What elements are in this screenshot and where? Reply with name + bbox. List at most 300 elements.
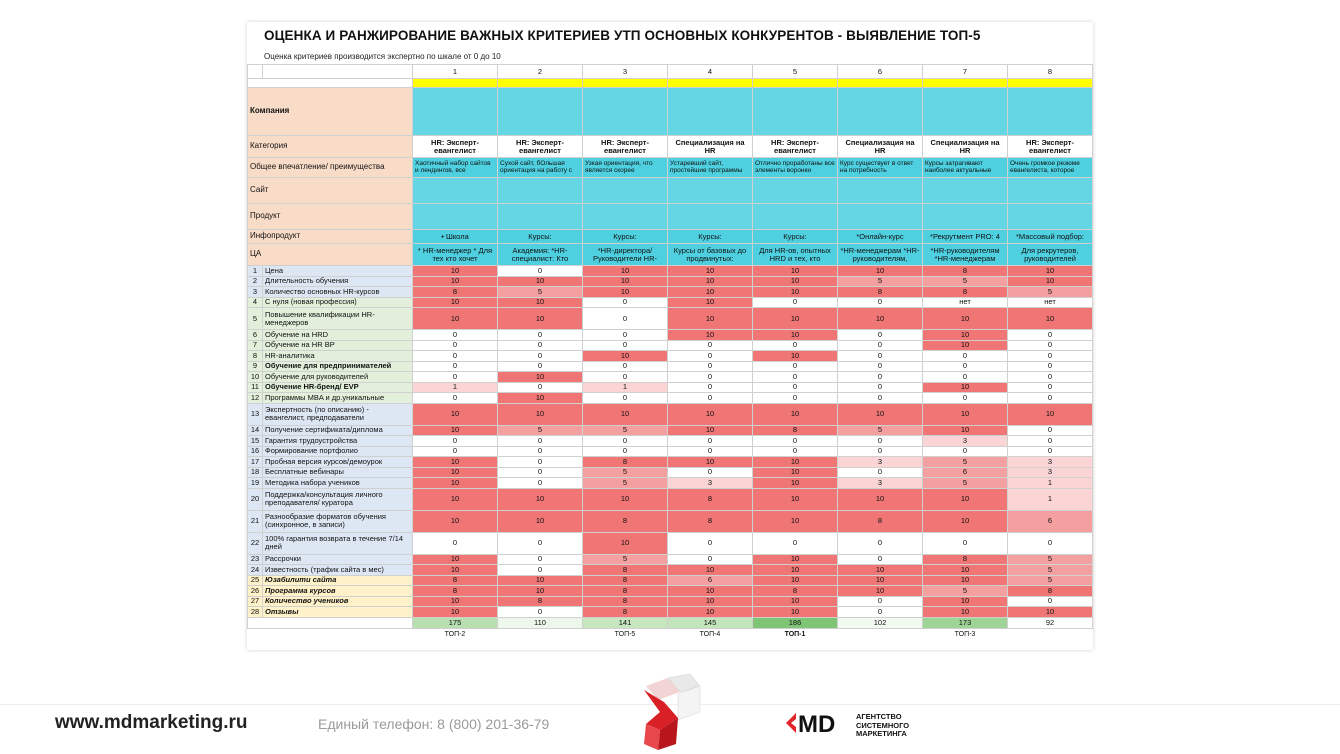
- score-cell: 10: [583, 287, 668, 298]
- criterion-number: 4: [248, 297, 263, 308]
- criterion-name: Обучение для руководителей: [263, 372, 413, 383]
- score-cell: 0: [583, 297, 668, 308]
- score-cell: 0: [838, 393, 923, 404]
- score-cell: 0: [413, 372, 498, 383]
- column-number: 3: [583, 65, 668, 79]
- spreadsheet-slide: [247, 22, 1093, 650]
- yellow-strip-row: [248, 79, 1093, 88]
- impression-cell: Курсы затрагивают наиболее актуальные: [923, 158, 1008, 178]
- criterion-row: [248, 532, 1093, 554]
- score-cell: 3: [838, 457, 923, 468]
- score-cell: 8: [1008, 586, 1093, 597]
- score-cell: 0: [583, 361, 668, 372]
- score-cell: 8: [923, 554, 1008, 565]
- score-cell: 10: [753, 276, 838, 287]
- criterion-row: [248, 425, 1093, 436]
- criterion-number: 5: [248, 308, 263, 330]
- rank-cell: ТОП-5: [583, 628, 668, 640]
- score-cell: 10: [923, 565, 1008, 576]
- page-title: ОЦЕНКА И РАНЖИРОВАНИЕ ВАЖНЫХ КРИТЕРИЕВ УТП ОСНОВНЫХ КОНКУРЕНТОВ - ВЫЯВЛЕНИЕ ТОП-5: [264, 28, 981, 43]
- criterion-number: 8: [248, 351, 263, 362]
- yellow-cell: [668, 79, 753, 88]
- company-logo-blurred: [668, 88, 753, 136]
- criterion-number: 3: [248, 287, 263, 298]
- site-blurred: [413, 178, 498, 204]
- brand-logo-text: MD: [798, 711, 836, 737]
- score-cell: 10: [923, 330, 1008, 341]
- corner-cell: [263, 65, 413, 79]
- score-cell: 10: [413, 297, 498, 308]
- score-cell: 0: [838, 382, 923, 393]
- criterion-name: Цена: [263, 266, 413, 277]
- criterion-name: Разнообразие форматов обучения (синхронное, в записи): [263, 510, 413, 532]
- score-cell: 10: [583, 266, 668, 277]
- score-cell: 10: [583, 276, 668, 287]
- score-cell: 0: [498, 351, 583, 362]
- criterion-number: 13: [248, 403, 263, 425]
- product-blurred: [923, 204, 1008, 230]
- criterion-row: [248, 510, 1093, 532]
- rank-cell: ТОП-4: [668, 628, 753, 640]
- score-cell: 10: [668, 403, 753, 425]
- 3d-chevron-logo-icon: [638, 672, 704, 752]
- infoproduct-cell: Курсы:: [668, 230, 753, 244]
- score-cell: 10: [838, 575, 923, 586]
- criterion-number: 10: [248, 372, 263, 383]
- score-cell: 0: [668, 372, 753, 383]
- score-cell: 10: [923, 488, 1008, 510]
- score-cell: 0: [498, 478, 583, 489]
- score-cell: 0: [498, 340, 583, 351]
- score-cell: 0: [1008, 361, 1093, 372]
- score-cell: 10: [838, 308, 923, 330]
- score-cell: 10: [668, 297, 753, 308]
- criterion-row: [248, 382, 1093, 393]
- criterion-number: 15: [248, 436, 263, 447]
- category-row: [248, 136, 1093, 158]
- score-cell: 0: [753, 382, 838, 393]
- score-cell: 5: [1008, 565, 1093, 576]
- score-cell: 10: [413, 276, 498, 287]
- criterion-row: [248, 586, 1093, 597]
- criterion-row: [248, 467, 1093, 478]
- yellow-cell: [1008, 79, 1093, 88]
- score-cell: 10: [413, 565, 498, 576]
- criterion-name: Количество основных HR-курсов: [263, 287, 413, 298]
- criterion-row: [248, 436, 1093, 447]
- page-subtitle: Оценка критериев производится экспертно по шкале от 0 до 10: [264, 52, 501, 61]
- score-cell: 5: [838, 276, 923, 287]
- score-cell: 10: [668, 287, 753, 298]
- score-cell: 10: [498, 586, 583, 597]
- score-cell: 10: [923, 308, 1008, 330]
- score-cell: 10: [1008, 276, 1093, 287]
- yellow-cell: [838, 79, 923, 88]
- score-cell: 10: [413, 596, 498, 607]
- criterion-row: [248, 297, 1093, 308]
- score-cell: 6: [668, 575, 753, 586]
- rank-cell: ТОП-2: [413, 628, 498, 640]
- criterion-number: 12: [248, 393, 263, 404]
- infoproduct-label: Инфопродукт: [248, 230, 413, 244]
- company-logo-blurred: [753, 88, 838, 136]
- score-cell: 0: [838, 554, 923, 565]
- score-cell: 10: [1008, 266, 1093, 277]
- score-cell: 10: [413, 554, 498, 565]
- total-cell: 92: [1008, 617, 1093, 628]
- impression-cell: Курс существует в ответ на потребность: [838, 158, 923, 178]
- criterion-name: Юзабилити сайта: [263, 575, 413, 586]
- score-cell: 1: [413, 382, 498, 393]
- criterion-row: [248, 403, 1093, 425]
- yellow-cell: [498, 79, 583, 88]
- score-cell: 0: [838, 340, 923, 351]
- total-cell: 186: [753, 617, 838, 628]
- score-cell: 0: [1008, 393, 1093, 404]
- criterion-number: 27: [248, 596, 263, 607]
- infoproduct-cell: *Онлайн-курс: [838, 230, 923, 244]
- score-cell: 0: [1008, 340, 1093, 351]
- score-cell: 10: [923, 340, 1008, 351]
- infoproduct-cell: Курсы:: [753, 230, 838, 244]
- score-cell: 3: [668, 478, 753, 489]
- score-cell: 0: [498, 467, 583, 478]
- score-cell: 1: [1008, 478, 1093, 489]
- rank-row: [248, 628, 1093, 640]
- score-cell: 10: [498, 308, 583, 330]
- criterion-name: Количество учеников: [263, 596, 413, 607]
- score-cell: 10: [583, 488, 668, 510]
- impression-cell: Устаревший сайт, простейшие программы: [668, 158, 753, 178]
- impression-row: [248, 158, 1093, 178]
- score-cell: 8: [583, 457, 668, 468]
- score-cell: 10: [753, 308, 838, 330]
- category-cell: HR: Эксперт-евангелист: [1008, 136, 1093, 158]
- criterion-number: 19: [248, 478, 263, 489]
- score-cell: 0: [498, 554, 583, 565]
- score-cell: 8: [498, 596, 583, 607]
- criterion-name: Известность (трафик сайта в мес): [263, 565, 413, 576]
- score-cell: 10: [1008, 607, 1093, 618]
- criterion-number: 24: [248, 565, 263, 576]
- score-cell: 5: [498, 425, 583, 436]
- score-cell: 10: [668, 596, 753, 607]
- company-logo-blurred: [583, 88, 668, 136]
- audience-cell: Для рекрутеров, руководителей: [1008, 244, 1093, 266]
- score-cell: 10: [1008, 308, 1093, 330]
- score-cell: 0: [498, 446, 583, 457]
- score-cell: 0: [498, 565, 583, 576]
- yellow-cell: [923, 79, 1008, 88]
- criterion-row: [248, 596, 1093, 607]
- score-cell: 0: [923, 351, 1008, 362]
- score-cell: 0: [413, 436, 498, 447]
- score-cell: 10: [413, 403, 498, 425]
- score-cell: 10: [753, 478, 838, 489]
- score-cell: 10: [753, 457, 838, 468]
- site-blurred: [583, 178, 668, 204]
- criterion-name: Длительность обучения: [263, 276, 413, 287]
- criterion-name: Рассрочки: [263, 554, 413, 565]
- score-cell: 0: [838, 330, 923, 341]
- score-cell: 0: [413, 532, 498, 554]
- score-cell: 0: [1008, 596, 1093, 607]
- score-cell: 0: [668, 382, 753, 393]
- criterion-row: [248, 308, 1093, 330]
- score-cell: 10: [753, 403, 838, 425]
- criterion-row: [248, 457, 1093, 468]
- score-cell: 0: [413, 340, 498, 351]
- impression-cell: Узкая ориентация, что является скорее: [583, 158, 668, 178]
- score-cell: 0: [838, 467, 923, 478]
- audience-cell: Курсы от базовых до продвинутых:: [668, 244, 753, 266]
- score-cell: 10: [413, 467, 498, 478]
- company-logo-blurred: [413, 88, 498, 136]
- score-cell: 0: [668, 361, 753, 372]
- site-blurred: [923, 178, 1008, 204]
- score-cell: 0: [838, 351, 923, 362]
- score-cell: 8: [583, 607, 668, 618]
- criterion-row: [248, 446, 1093, 457]
- score-cell: 10: [753, 488, 838, 510]
- score-cell: 0: [838, 436, 923, 447]
- score-cell: 8: [413, 575, 498, 586]
- score-cell: 10: [413, 488, 498, 510]
- audience-cell: *HR-руководителям *HR-менеджерам: [923, 244, 1008, 266]
- score-cell: 0: [583, 446, 668, 457]
- criterion-number: 17: [248, 457, 263, 468]
- score-cell: 10: [753, 575, 838, 586]
- criterion-name: Отзывы: [263, 607, 413, 618]
- corner-cell: [248, 65, 263, 79]
- criterion-name: Обучение на HRD: [263, 330, 413, 341]
- criterion-number: 6: [248, 330, 263, 341]
- score-cell: 10: [668, 276, 753, 287]
- site-blurred: [1008, 178, 1093, 204]
- criterion-name: Программы MBA и др.уникальные: [263, 393, 413, 404]
- score-cell: 0: [753, 532, 838, 554]
- criterion-row: [248, 276, 1093, 287]
- score-cell: 5: [923, 586, 1008, 597]
- score-cell: 0: [1008, 425, 1093, 436]
- product-blurred: [838, 204, 923, 230]
- score-cell: 0: [583, 436, 668, 447]
- score-cell: 0: [838, 607, 923, 618]
- score-cell: 10: [498, 575, 583, 586]
- impression-label: Общее впечатление/ преимущества: [248, 158, 413, 178]
- company-logo-blurred: [498, 88, 583, 136]
- category-cell: HR: Эксперт-евангелист: [583, 136, 668, 158]
- score-cell: 0: [413, 361, 498, 372]
- empty-cell: [248, 617, 413, 628]
- criterion-number: 20: [248, 488, 263, 510]
- score-cell: 0: [923, 532, 1008, 554]
- score-cell: 0: [838, 297, 923, 308]
- score-cell: 0: [668, 436, 753, 447]
- score-cell: 0: [838, 532, 923, 554]
- score-cell: 0: [753, 393, 838, 404]
- score-cell: 0: [838, 372, 923, 383]
- criterion-name: Получение сертификата/диплома: [263, 425, 413, 436]
- score-cell: 10: [838, 488, 923, 510]
- score-cell: 0: [753, 446, 838, 457]
- criterion-row: [248, 488, 1093, 510]
- score-cell: 0: [753, 436, 838, 447]
- site-blurred: [668, 178, 753, 204]
- category-cell: HR: Эксперт-евангелист: [753, 136, 838, 158]
- score-cell: 8: [583, 575, 668, 586]
- score-cell: 10: [498, 393, 583, 404]
- score-cell: 0: [498, 266, 583, 277]
- column-number: 2: [498, 65, 583, 79]
- score-cell: 0: [1008, 436, 1093, 447]
- score-cell: 10: [753, 287, 838, 298]
- score-cell: 10: [753, 607, 838, 618]
- score-cell: 3: [1008, 467, 1093, 478]
- footer-phone: Единый телефон: 8 (800) 201-36-79: [318, 716, 550, 732]
- score-cell: 0: [668, 446, 753, 457]
- score-cell: 0: [923, 446, 1008, 457]
- score-cell: 1: [1008, 488, 1093, 510]
- criterion-number: 18: [248, 467, 263, 478]
- score-cell: 10: [413, 478, 498, 489]
- score-cell: 8: [583, 510, 668, 532]
- score-cell: 10: [923, 403, 1008, 425]
- score-cell: 10: [668, 266, 753, 277]
- score-cell: 0: [838, 446, 923, 457]
- score-cell: 0: [753, 340, 838, 351]
- score-cell: 0: [753, 297, 838, 308]
- score-cell: 5: [583, 478, 668, 489]
- score-cell: 10: [413, 607, 498, 618]
- score-cell: 0: [668, 532, 753, 554]
- company-label-text: Компания: [250, 106, 290, 116]
- score-cell: 8: [583, 596, 668, 607]
- score-cell: 0: [1008, 372, 1093, 383]
- criterion-row: [248, 340, 1093, 351]
- score-cell: 10: [838, 403, 923, 425]
- score-cell: 0: [668, 351, 753, 362]
- score-cell: 10: [923, 425, 1008, 436]
- audience-label: ЦА: [248, 244, 413, 266]
- criterion-number: 11: [248, 382, 263, 393]
- column-number: 7: [923, 65, 1008, 79]
- criterion-number: 23: [248, 554, 263, 565]
- score-cell: 0: [668, 467, 753, 478]
- score-cell: 5: [1008, 575, 1093, 586]
- criterion-name: 100% гарантия возврата в течение 7/14 дней: [263, 532, 413, 554]
- score-cell: 10: [753, 330, 838, 341]
- category-cell: HR: Эксперт-евангелист: [498, 136, 583, 158]
- criterion-name: Обучение HR-бренд/ EVP: [263, 382, 413, 393]
- criterion-row: [248, 351, 1093, 362]
- criterion-number: 22: [248, 532, 263, 554]
- score-cell: 8: [583, 565, 668, 576]
- score-cell: 8: [668, 510, 753, 532]
- company-logo-blurred: [1008, 88, 1093, 136]
- score-cell: 10: [413, 308, 498, 330]
- score-cell: 10: [753, 596, 838, 607]
- score-cell: 10: [413, 510, 498, 532]
- brand-line-2: СИСТЕМНОГО: [856, 720, 910, 730]
- score-cell: 10: [583, 403, 668, 425]
- criterion-number: 26: [248, 586, 263, 597]
- criterion-name: Программа курсов: [263, 586, 413, 597]
- score-cell: 0: [498, 330, 583, 341]
- score-cell: 10: [838, 586, 923, 597]
- criterion-row: [248, 361, 1093, 372]
- score-cell: 8: [838, 510, 923, 532]
- category-cell: HR: Эксперт-евангелист: [413, 136, 498, 158]
- footer-website-link[interactable]: www.mdmarketing.ru: [55, 712, 248, 733]
- score-cell: 0: [753, 361, 838, 372]
- md-brand-logo: [786, 709, 852, 737]
- column-number-row: [248, 65, 1093, 79]
- score-cell: 10: [923, 575, 1008, 586]
- score-cell: 0: [413, 393, 498, 404]
- score-cell: 3: [923, 436, 1008, 447]
- impression-cell: Хаотичный набор сайтов и лендингов, все: [413, 158, 498, 178]
- score-cell: 8: [923, 266, 1008, 277]
- score-cell: 0: [838, 361, 923, 372]
- audience-cell: Академия: *HR-специалист: Кто: [498, 244, 583, 266]
- criterion-number: 1: [248, 266, 263, 277]
- score-cell: 0: [498, 361, 583, 372]
- criterion-name: Пробная версия курсов/демоурок: [263, 457, 413, 468]
- score-cell: 0: [498, 532, 583, 554]
- score-cell: 5: [923, 457, 1008, 468]
- score-cell: 10: [753, 565, 838, 576]
- impression-cell: Сухой сайт, бОльшая ориентация на работу с: [498, 158, 583, 178]
- criterion-name: С нуля (новая профессия): [263, 297, 413, 308]
- site-blurred: [838, 178, 923, 204]
- score-cell: 10: [753, 510, 838, 532]
- total-cell: 141: [583, 617, 668, 628]
- score-cell: 10: [668, 308, 753, 330]
- score-cell: 0: [1008, 446, 1093, 457]
- rank-cell: ТОП-1: [753, 628, 838, 640]
- score-cell: 0: [923, 372, 1008, 383]
- score-cell: 0: [498, 607, 583, 618]
- score-cell: 10: [668, 607, 753, 618]
- score-cell: 0: [753, 372, 838, 383]
- score-cell: 5: [498, 287, 583, 298]
- score-cell: 10: [668, 565, 753, 576]
- score-cell: 10: [668, 457, 753, 468]
- column-number: 5: [753, 65, 838, 79]
- criterion-row: [248, 565, 1093, 576]
- company-row: [248, 88, 1093, 136]
- impression-cell: Очень громкое резюме евангелиста, которое: [1008, 158, 1093, 178]
- criterion-row: [248, 372, 1093, 383]
- rank-cell: [1008, 628, 1093, 640]
- criterion-name: Экспертность (по описанию) - евангелист, предподаватели: [263, 403, 413, 425]
- score-cell: 0: [583, 330, 668, 341]
- criterion-number: 7: [248, 340, 263, 351]
- score-cell: 0: [583, 372, 668, 383]
- criterion-number: 21: [248, 510, 263, 532]
- criterion-number: 28: [248, 607, 263, 618]
- criterion-row: [248, 607, 1093, 618]
- score-cell: 10: [838, 266, 923, 277]
- score-cell: 3: [838, 478, 923, 489]
- totals-row: [248, 617, 1093, 628]
- product-blurred: [1008, 204, 1093, 230]
- rank-cell: [498, 628, 583, 640]
- score-cell: 0: [668, 393, 753, 404]
- product-blurred: [668, 204, 753, 230]
- score-cell: 8: [583, 586, 668, 597]
